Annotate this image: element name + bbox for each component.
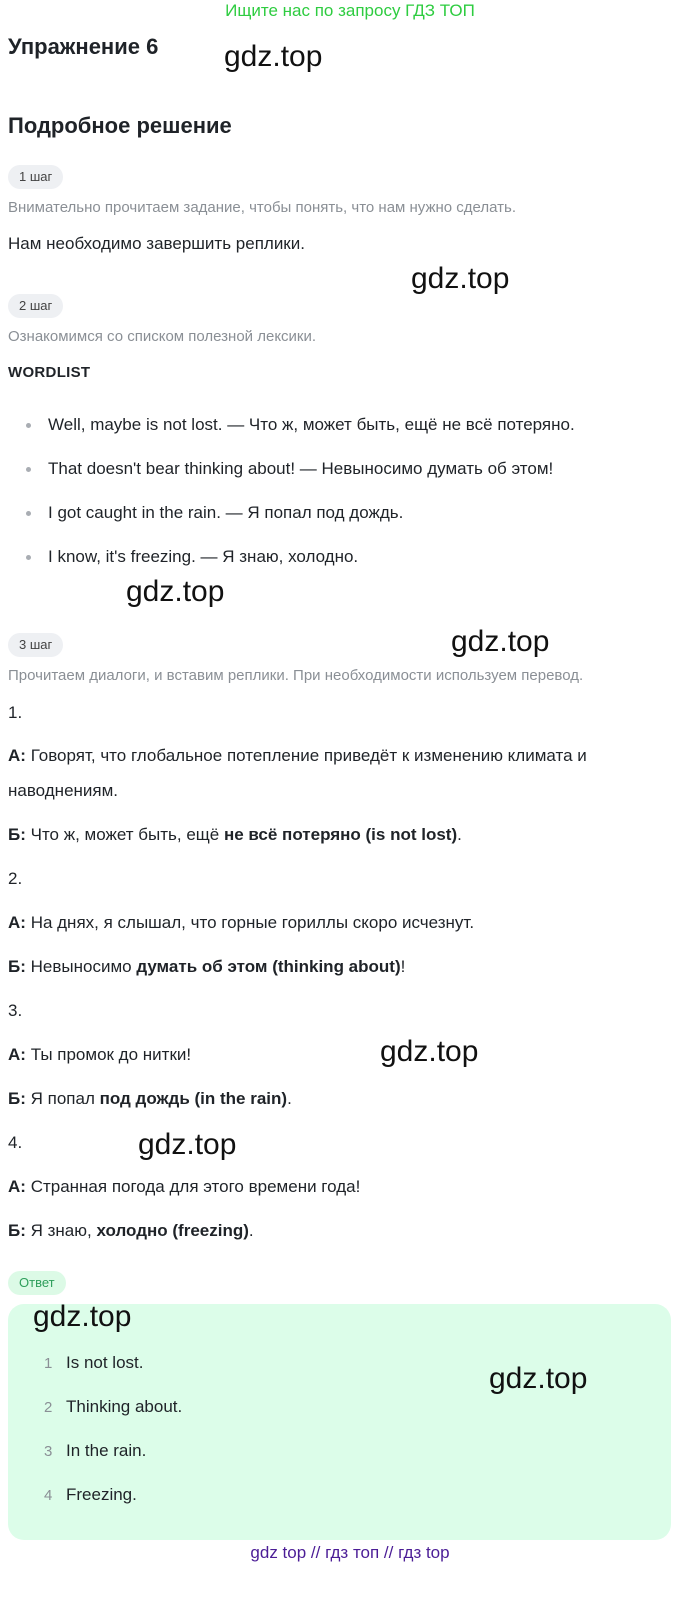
watermark: gdz.top: [411, 262, 510, 295]
wordlist-title: WORDLIST: [8, 364, 91, 381]
answer-list: [44, 1348, 182, 1524]
watermark: gdz.top: [489, 1362, 588, 1395]
line-text: Говорят, что глобальное потепление приведёт к изменению климата и: [30, 746, 587, 765]
answer-number: 1: [44, 1355, 53, 1372]
dialogue-line-a: [8, 912, 474, 934]
dialogue-line-b: [8, 956, 405, 978]
line-punct: .: [457, 825, 462, 844]
answer-text: Freezing.: [66, 1485, 137, 1504]
watermark: gdz.top: [126, 575, 225, 608]
line-punct: !: [400, 957, 406, 976]
step-1-text: Нам необходимо завершить реплики.: [8, 234, 305, 253]
line-text: Я попал: [30, 1089, 95, 1108]
watermark: gdz.top: [33, 1300, 132, 1333]
list-item: I know, it's freezing. — Я знаю, холодно.: [22, 542, 575, 586]
watermark: gdz.top: [224, 40, 323, 73]
line-text: Ты промок до нитки!: [30, 1045, 192, 1064]
speaker-label: А:: [8, 913, 26, 932]
answer-badge: Ответ: [8, 1271, 66, 1295]
dialogue-line-a: [8, 1176, 360, 1198]
answer-text: Thinking about.: [66, 1397, 183, 1416]
speaker-label: Б:: [8, 1221, 26, 1240]
step-1-hint: Внимательно прочитаем задание, чтобы понять, что нам нужно сделать.: [8, 199, 517, 216]
solution-title: Подробное решение: [8, 113, 232, 138]
step-1-badge: 1 шаг: [8, 165, 63, 189]
dialogue-line-a: [8, 1044, 191, 1066]
list-item: [44, 1480, 182, 1524]
line-punct: .: [287, 1089, 292, 1108]
speaker-label: А:: [8, 1177, 26, 1196]
dialogue-number: 1.: [8, 703, 23, 722]
step-2-hint: Ознакомимся со списком полезной лексики.: [8, 328, 317, 345]
dialogue-line-b: [8, 1220, 254, 1242]
line-text: Я знаю,: [30, 1221, 92, 1240]
speaker-label: А:: [8, 1045, 26, 1064]
dialogue-line-a: [8, 745, 587, 767]
answer-phrase: не всё потеряно (is not lost): [223, 825, 458, 844]
answer-text: In the rain.: [66, 1441, 147, 1460]
speaker-label: Б:: [8, 957, 26, 976]
answer-number: 4: [44, 1487, 53, 1504]
step-3-hint: Прочитаем диалоги, и вставим реплики. При необходимости используем перевод.: [8, 667, 584, 684]
line-text: Невыносимо: [30, 957, 132, 976]
answer-text: Is not lost.: [66, 1353, 144, 1372]
watermark: gdz.top: [138, 1128, 237, 1161]
dialogue-line-a-cont: наводнениям.: [8, 781, 119, 800]
answer-phrase: холодно (freezing): [96, 1221, 249, 1240]
wordlist: [22, 410, 575, 586]
list-item: [44, 1436, 182, 1480]
list-item: [44, 1392, 182, 1436]
watermark: gdz.top: [451, 625, 550, 658]
answer-number: 3: [44, 1443, 53, 1460]
speaker-label: А:: [8, 746, 26, 765]
line-text: На днях, я слышал, что горные гориллы скоро исчезнут.: [30, 913, 475, 932]
answer-number: 2: [44, 1399, 53, 1416]
speaker-label: Б:: [8, 1089, 26, 1108]
answer-phrase: под дождь (in the rain): [99, 1089, 288, 1108]
speaker-label: Б:: [8, 825, 26, 844]
dialogue-line-b: [8, 1088, 292, 1110]
footer-links[interactable]: gdz top // гдз топ // гдз top: [250, 1543, 450, 1562]
dialogue-number: 2.: [8, 869, 23, 888]
list-item: That doesn't bear thinking about! — Невыносимо думать об этом!: [22, 454, 575, 498]
dialogue-number: 4.: [8, 1133, 23, 1152]
dialogue-number: 3.: [8, 1001, 23, 1020]
line-text: Что ж, может быть, ещё: [30, 825, 220, 844]
watermark: gdz.top: [380, 1035, 479, 1068]
exercise-title: Упражнение 6: [8, 34, 159, 59]
list-item: Well, maybe is not lost. — Что ж, может быть, ещё не всё потеряно.: [22, 410, 575, 454]
top-banner[interactable]: Ищите нас по запросу ГДЗ ТОП: [225, 1, 475, 20]
list-item: I got caught in the rain. — Я попал под дождь.: [22, 498, 575, 542]
line-text: Странная погода для этого времени года!: [30, 1177, 361, 1196]
list-item: [44, 1348, 182, 1392]
dialogue-line-b: [8, 824, 462, 846]
line-punct: .: [248, 1221, 254, 1240]
answer-phrase: думать об этом (thinking about): [136, 957, 401, 976]
step-3-badge: 3 шаг: [8, 633, 63, 657]
step-2-badge: 2 шаг: [8, 294, 63, 318]
